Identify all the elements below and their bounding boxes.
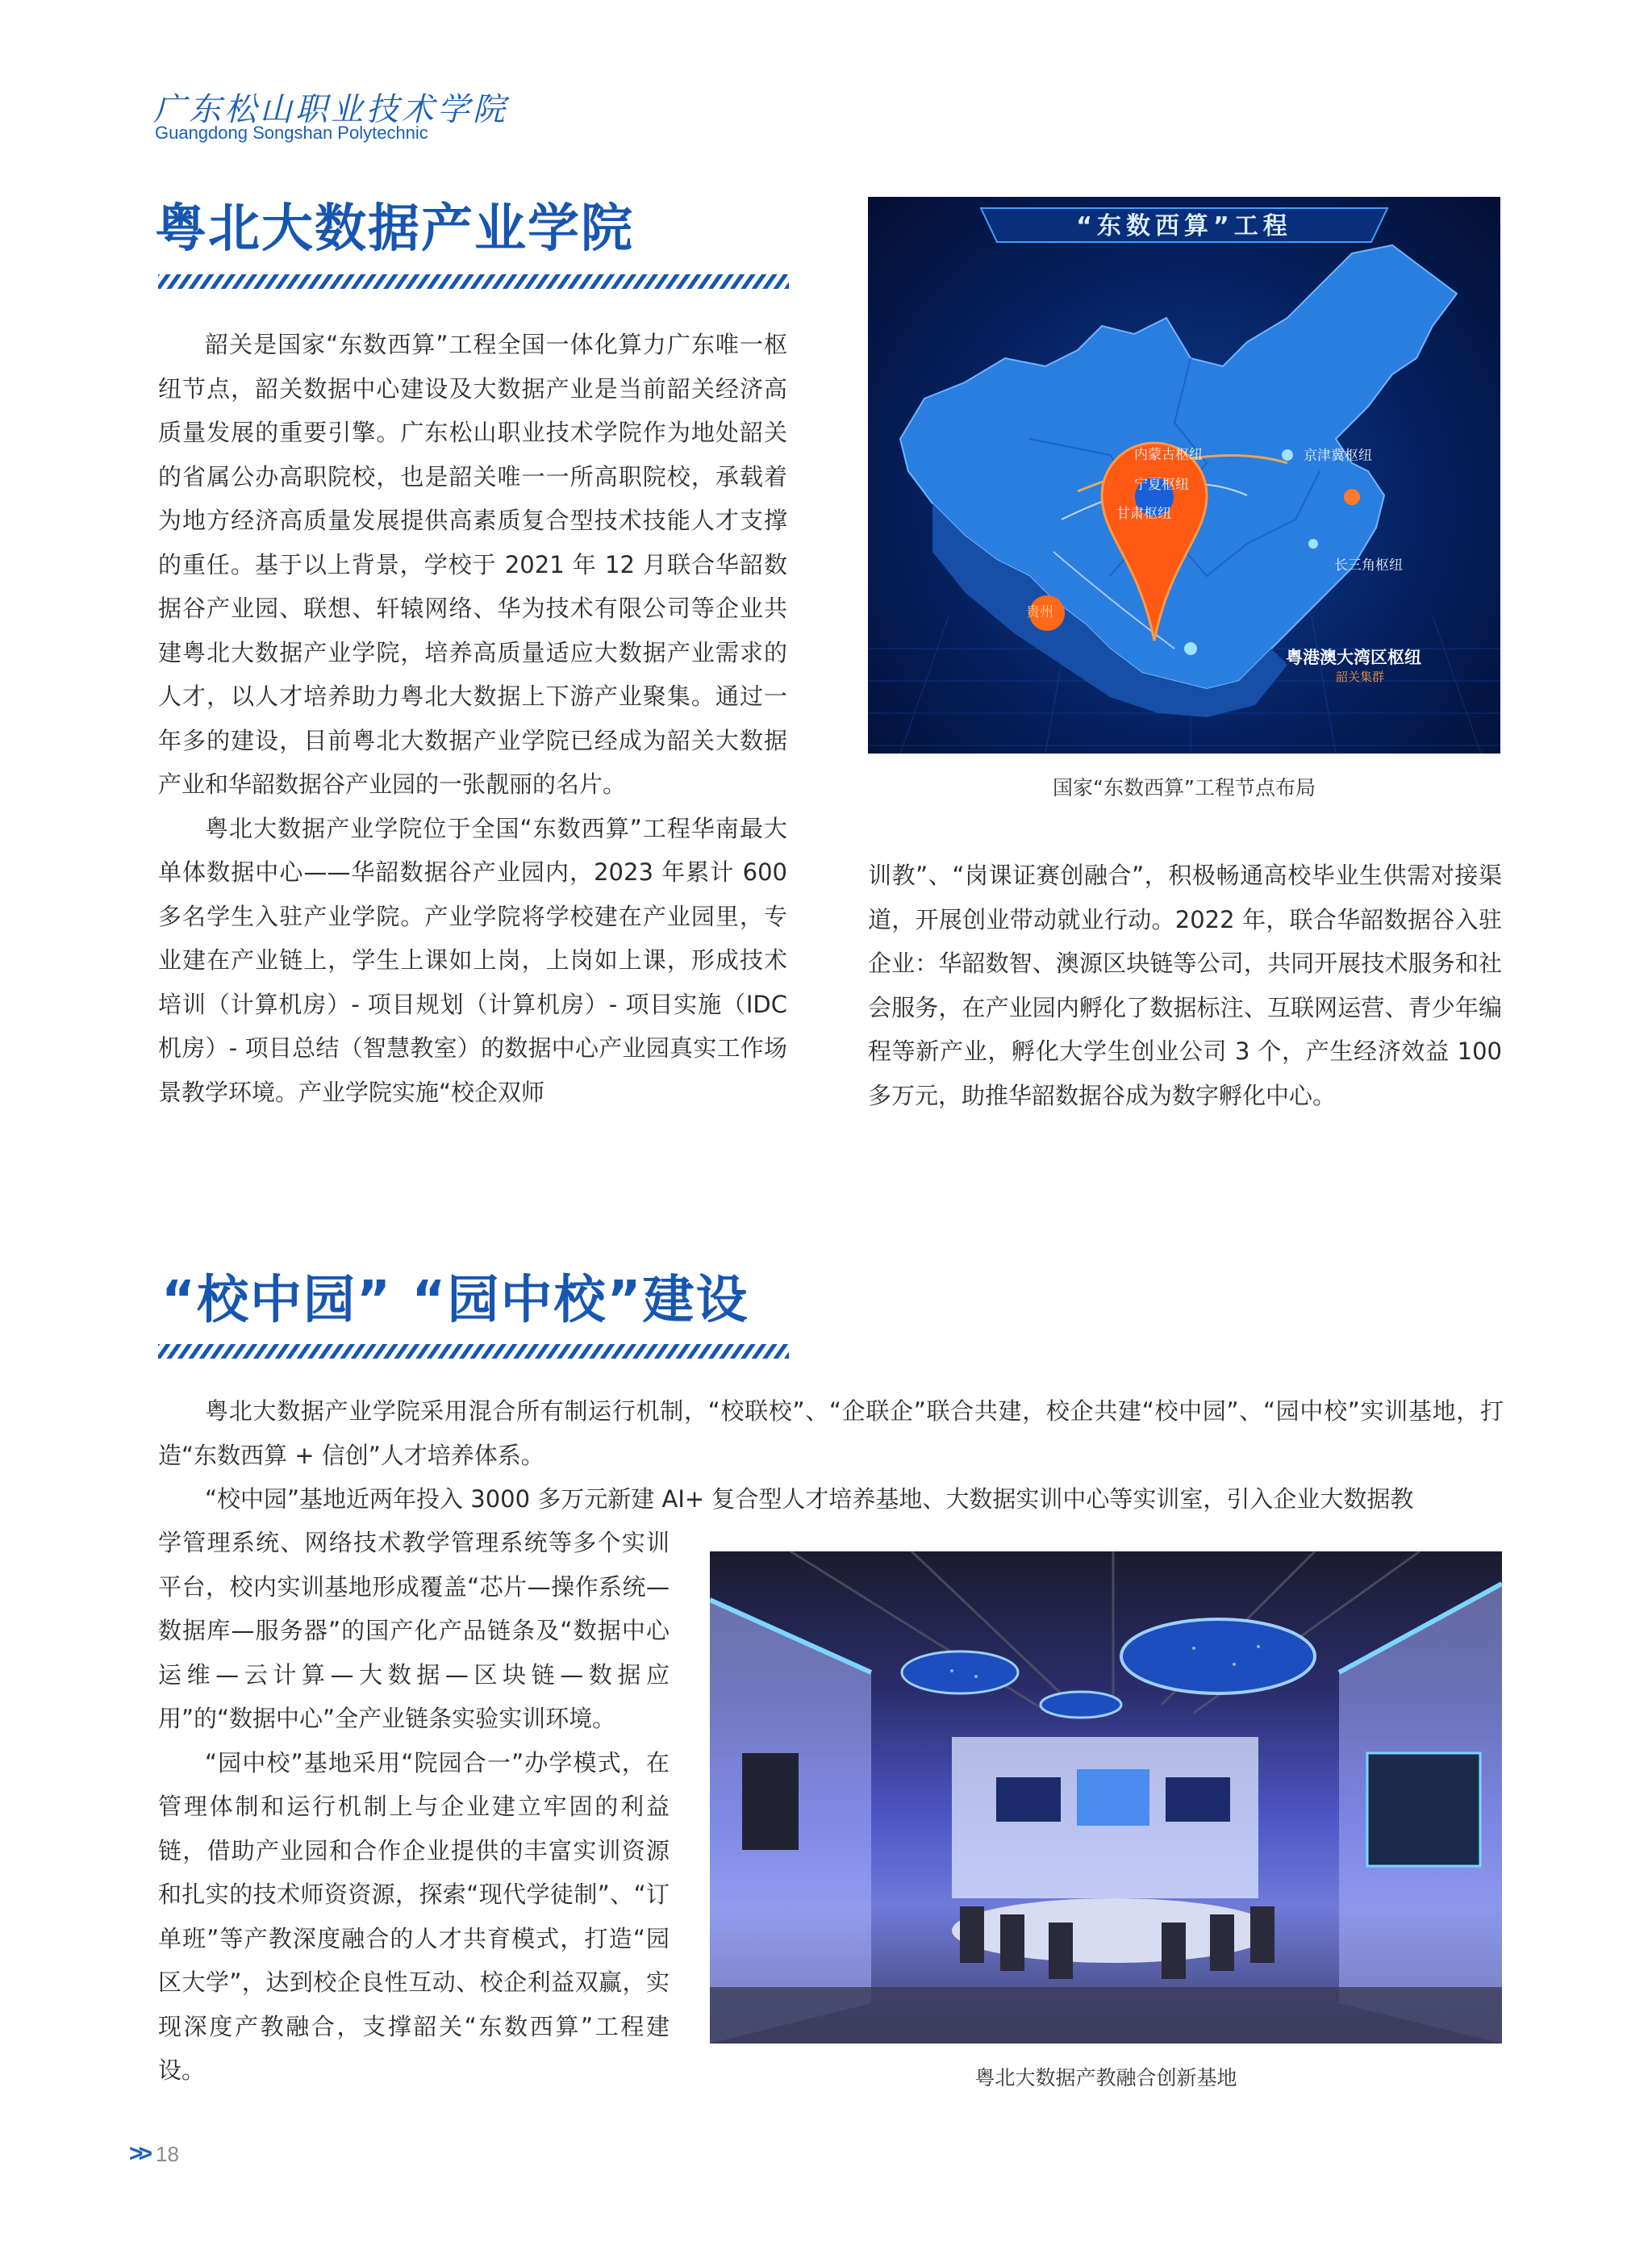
training-base-photo-caption: 粤北大数据产教融合创新基地 xyxy=(974,2066,1237,2090)
section2-wide-text xyxy=(158,1389,1504,1522)
section2-left-column xyxy=(158,1521,670,2093)
school-logo-english: Guangdong Songshan Polytechnic xyxy=(155,123,428,143)
map-caption: 国家“东数西算”工程节点布局 xyxy=(1053,776,1316,800)
section2-paragraph-3: “园中校”基地采用“院园合一”办学模式，在管理体制和运行机制上与企业建立牢固的利益链，借助产业园和合作企业提供的丰富实训资源和扎实的技术师资资源，探索“现代学徒制”、“订单班”等产教深度融合的人才共育模式，打造“园区大学”，达到校企良性互动、校企利益双赢，实现深度产教融合，支撑韶关“东数西算”工程建设。 xyxy=(158,1748,670,2084)
section1-paragraph-1: 韶关是国家“东数西算”工程全国一体化算力广东唯一枢纽节点，韶关数据中心建设及大数据产业是当前韶关经济高质量发展的重要引擎。广东松山职业技术学院作为地处韶关的省属公办高职院校，也是韶关唯一一所高职院校，承载着为地方经济高质量发展提供高素质复合型技术技能人才支撑的重任。基于以上背景，学校于 2021 年 12 月联合华韶数据谷产业园、联想、轩辕网络、华为技术有限公司等企业共建粤北大数据产业学院，培养高质量适应大数据产业需求的人才，以人才培养助力粤北大数据上下游产业聚集。通过一年多的建设，目前粤北大数据产业学院已经成为韶关大数据产业和华韶数据谷产业园的一张靓丽的名片。 xyxy=(158,331,787,798)
map-label-guizhou: 贵州 xyxy=(1026,604,1053,620)
map-label-shaoguan: 韶关集群 xyxy=(1336,670,1385,684)
section1-paragraph-2-continued: 训教”、“岗课证赛创融合”，积极畅通高校毕业生供需对接渠道，开展创业带动就业行动。2022 年，联合华韶数据谷入驻企业：华韶数智、澳源区块链等公司，共同开展技术服务和社会服务，在产业园内孵化了数据标注、互联网运营、青少年编程等新产业，孵化大学生创业公司 3 个，产生经济效益 100 多万元，助推华韶数据谷成为数字孵化中心。 xyxy=(868,862,1502,1109)
page-footer xyxy=(129,2140,179,2168)
title-underline-decoration xyxy=(158,1344,789,1359)
section-title-industry-college: 粤北大数据产业学院 xyxy=(155,199,634,259)
training-room-illustration xyxy=(710,1551,1502,2044)
map-banner-title: “东数西算”工程 xyxy=(1076,212,1292,240)
section2-paragraph-2-continued: 学管理系统、网络技术教学管理系统等多个实训平台，校内实训基地形成覆盖“芯片—操作系统—数据库—服务器”的国产化产品链条及“数据中心运维—云计算—大数据—区块链—数据应用”的“数据中心”全产业链条实验实训环境。 xyxy=(158,1529,670,1732)
section2-paragraph-2-start: “校中园”基地近两年投入 3000 多万元新建 AI+ 复合型人才培养基地、大数据实训中心等实训室，引入企业大数据教 xyxy=(205,1485,1414,1513)
china-map-illustration xyxy=(868,197,1500,754)
map-label-jingjinji: 京津冀枢纽 xyxy=(1304,448,1372,464)
title-underline-decoration xyxy=(158,274,789,289)
map-label-neimeng: 内蒙古枢纽 xyxy=(1134,447,1203,463)
page-number: 18 xyxy=(156,2141,179,2166)
double-chevron-right-icon: >> xyxy=(129,2140,148,2167)
map-label-gansu: 甘肃枢纽 xyxy=(1116,506,1171,522)
section-title-campus-park: “校中园” “园中校”建设 xyxy=(161,1271,749,1330)
east-data-west-computing-map-image xyxy=(868,197,1500,754)
section2-paragraph-1: 粤北大数据产业学院采用混合所有制运行机制，“校联校”、“企联企”联合共建，校企共建“校中园”、“园中校”实训基地，打造“东数西算 + 信创”人才培养体系。 xyxy=(158,1397,1504,1469)
map-label-changsanjiao: 长三角枢纽 xyxy=(1334,557,1403,574)
section1-column-left xyxy=(158,323,787,1114)
school-logo-chinese: 广东松山职业技术学院 xyxy=(153,91,508,128)
map-label-ningxia: 宁夏枢纽 xyxy=(1134,477,1189,493)
section1-column-right xyxy=(868,854,1502,1117)
map-label-yuegang: 粤港澳大湾区枢纽 xyxy=(1286,648,1421,667)
section1-paragraph-2: 粤北大数据产业学院位于全国“东数西算”工程华南最大单体数据中心——华韶数据谷产业园内，2023 年累计 600 多名学生入驻产业学院。产业学院将学校建在产业园里，专业建在产业链上，学生上课如上岗，上岗如上课，形成技术培训（计算机房）- 项目规划（计算机房）- 项目实施（IDC 机房）- 项目总结（智慧教室）的数据中心产业园真实工作场景教学环境。产业学院实施“校企双师 xyxy=(158,814,787,1106)
training-base-photo xyxy=(710,1551,1502,2044)
